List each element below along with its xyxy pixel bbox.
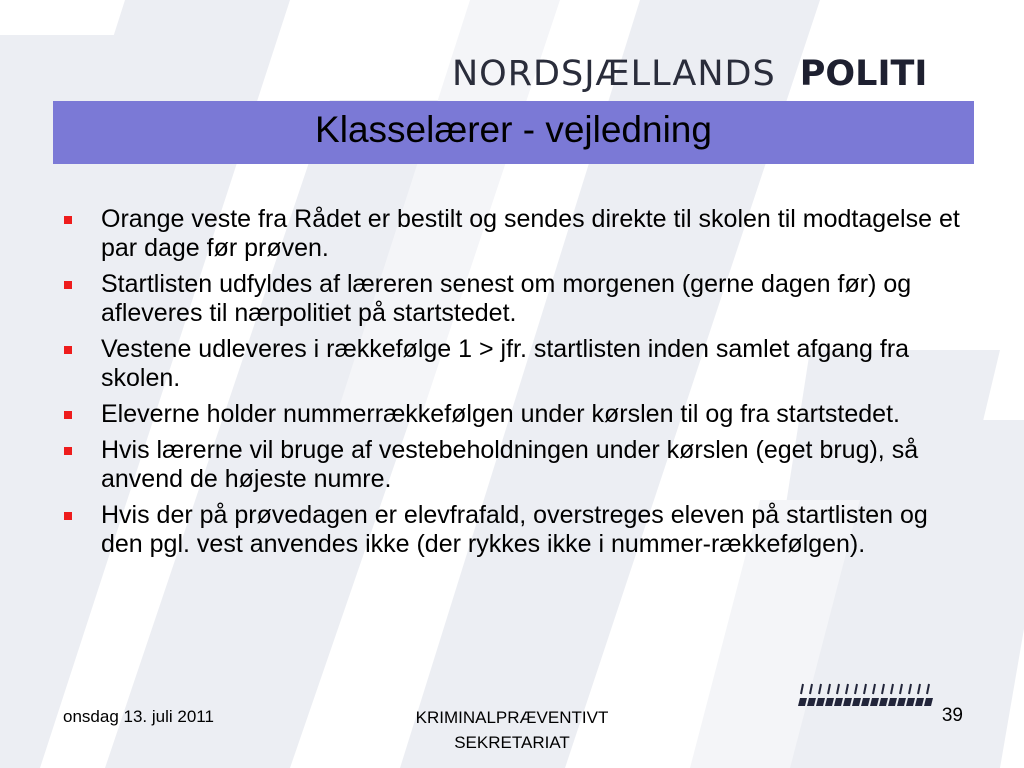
bullet-square-icon: [64, 512, 72, 520]
footer-date: onsdag 13. juli 2011: [63, 707, 214, 726]
logo-politi-text: POLITI: [799, 54, 928, 94]
logo-region-text: NORDSJÆLLANDS: [452, 54, 776, 94]
bullet-square-icon: [64, 346, 72, 354]
nordsjaellands-politi-logo: [452, 52, 927, 96]
bullet-text: Orange veste fra Rådet er bestilt og sendes direkte til skolen til modtagelse et par dage før prøven.: [101, 205, 960, 262]
title-bar: [53, 101, 974, 164]
bullet-text: Hvis der på prøvedagen er elevfrafald, overstreges eleven på startlisten og den pgl. vest anvendes ikke (der rykkes ikke i nummer-rækkefølgen).: [101, 501, 928, 558]
bullet-item: [60, 270, 970, 328]
footer-organization: [362, 705, 662, 755]
bullet-square-icon: [64, 281, 72, 289]
bullet-text: Vestene udleveres i rækkefølge 1 > jfr. startlisten inden samlet afgang fra skolen.: [101, 335, 910, 392]
bullet-item: [60, 501, 970, 559]
footer-organization-line2: SEKRETARIAT: [454, 733, 570, 752]
footer-organization-line1: KRIMINALPRÆVENTIVT: [415, 708, 609, 727]
bullet-item: [60, 205, 970, 263]
bullet-text: Hvis lærerne vil bruge af vestebeholdningen under kørslen (eget brug), så anvend de højeste numre.: [101, 436, 919, 493]
bullet-text: Eleverne holder nummerrækkefølgen under kørslen til og fra startstedet.: [101, 400, 900, 428]
slide-number: 39: [941, 705, 963, 726]
bullet-list: [60, 205, 970, 566]
bullet-item: [60, 436, 970, 494]
police-stripe-logo-icon: [798, 682, 938, 710]
bullet-item: [60, 335, 970, 393]
bullet-square-icon: [64, 216, 72, 224]
bullet-text: Startlisten udfyldes af læreren senest om morgenen (gerne dagen før) og afleveres til nærpolitiet på startstedet.: [101, 270, 912, 327]
bullet-square-icon: [64, 411, 72, 419]
slide-title: Klasselærer - vejledning: [315, 109, 712, 150]
bullet-item: [60, 400, 970, 429]
bullet-square-icon: [64, 447, 72, 455]
